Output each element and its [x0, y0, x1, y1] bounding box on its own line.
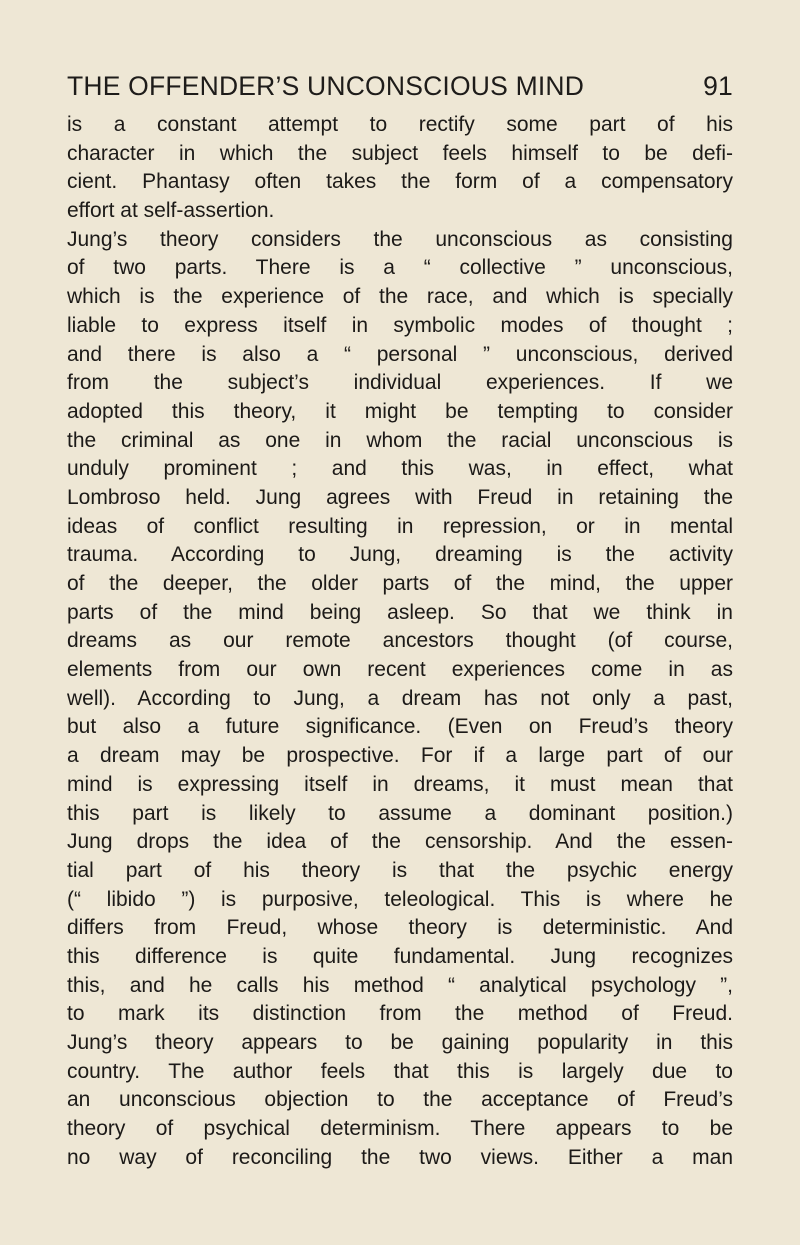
text-line: unduly prominent ; and this was, in effect, what	[67, 457, 733, 481]
text-line: is a constant attempt to rectify some part of his	[67, 113, 733, 136]
text-line: no way of reconciling the two views. Either a man	[67, 1145, 733, 1169]
text-line: parts of the mind being asleep. So that we think in	[67, 600, 733, 624]
text-line: of the deeper, the older parts of the mind, the upper	[67, 572, 733, 595]
text-line: liable to express itself in symbolic modes of thought ;	[67, 313, 733, 337]
text-line: the criminal as one in whom the racial unconscious is	[67, 428, 733, 452]
running-head-title: THE OFFENDER’S UNCONSCIOUS MIND	[67, 71, 585, 101]
text-line: ideas of conflict resulting in repression, or in mental	[67, 514, 733, 538]
text-line: a dream may be prospective. For if a large part of our	[67, 744, 733, 768]
text-line: country. The author feels that this is largely due to	[67, 1059, 733, 1083]
text-line: cient. Phantasy often takes the form of a compensatory	[67, 170, 733, 194]
text-line: (“ libido ”) is purposive, teleological. This is where he	[67, 887, 733, 911]
text-line: an unconscious objection to the acceptance of Freud’s	[67, 1088, 733, 1112]
text-line: Jung’s theory appears to be gaining popularity in this	[67, 1031, 733, 1054]
text-line: this part is likely to assume a dominant position.)	[67, 801, 733, 825]
text-line: and there is also a “ personal ” unconscious, derived	[67, 342, 733, 366]
text-line: effort at self-assertion.	[67, 199, 275, 223]
text-line: dreams as our remote ancestors thought (of course,	[67, 629, 733, 653]
text-line: well). According to Jung, a dream has not only a past,	[67, 686, 733, 710]
running-head	[67, 66, 733, 106]
text-line: adopted this theory, it might be tempting to consider	[67, 399, 733, 423]
text-line: from the subject’s individual experiences. If we	[67, 371, 733, 395]
text-line: character in which the subject feels himself to be defi-	[67, 141, 733, 165]
text-line: which is the experience of the race, and which is specially	[67, 285, 733, 309]
text-line: this, and he calls his method “ analytical psychology ”,	[67, 973, 733, 997]
text-line: trauma. According to Jung, dreaming is the activity	[67, 543, 733, 567]
text-line: differs from Freud, whose theory is deterministic. And	[67, 916, 733, 940]
body-text	[67, 111, 733, 1172]
text-line: mind is expressing itself in dreams, it must mean that	[67, 772, 733, 796]
text-line: Jung’s theory considers the unconscious as consisting	[67, 227, 733, 251]
text-line: of two parts. There is a “ collective ” unconscious,	[67, 256, 733, 280]
text-line: tial part of his theory is that the psychic energy	[67, 858, 733, 882]
text-line: to mark its distinction from the method of Freud.	[67, 1002, 733, 1026]
page-number: 91	[703, 71, 733, 101]
text-line: Lombroso held. Jung agrees with Freud in retaining the	[67, 485, 733, 509]
text-line: Jung drops the idea of the censorship. And the essen-	[67, 830, 733, 854]
text-line: but also a future significance. (Even on Freud’s theory	[67, 715, 733, 739]
text-line: this difference is quite fundamental. Jung recognizes	[67, 944, 733, 968]
text-line: elements from our own recent experiences come in as	[67, 658, 733, 682]
text-line: theory of psychical determinism. There appears to be	[67, 1117, 733, 1141]
